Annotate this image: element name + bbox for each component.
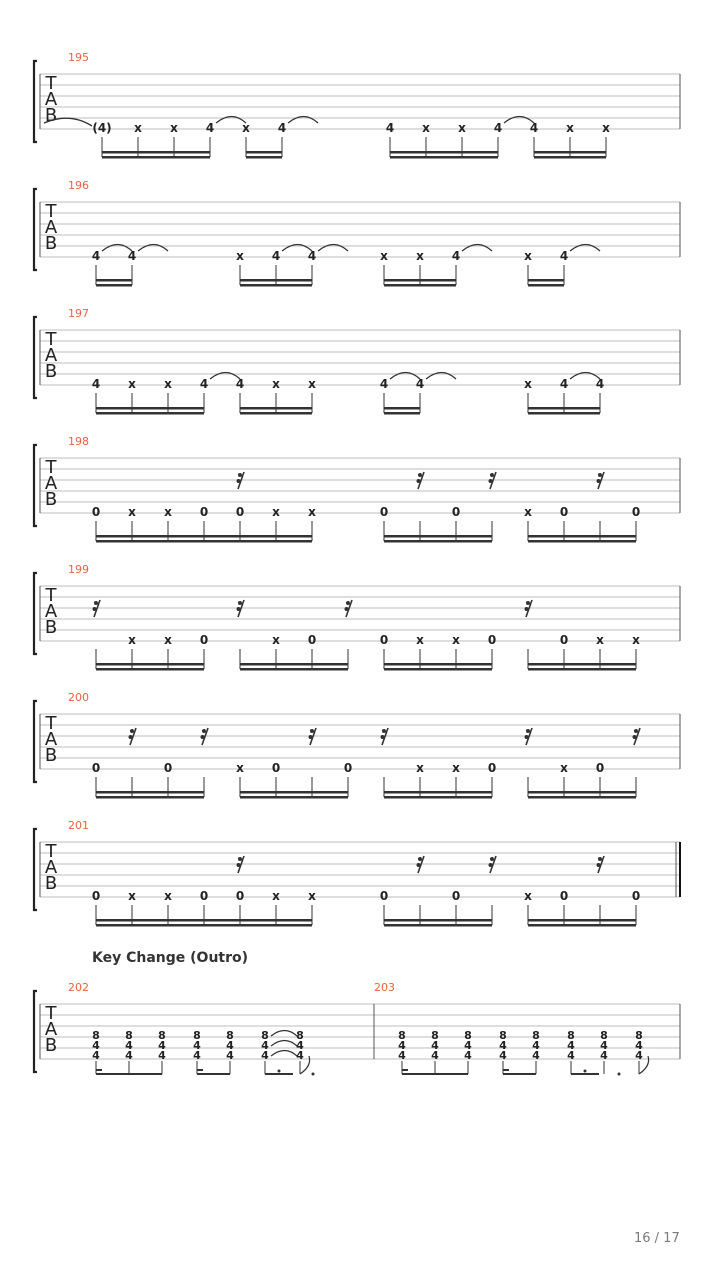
dead-note: x: [128, 889, 136, 903]
chord-fret-number: 4: [158, 1039, 166, 1052]
beam-primary: [96, 407, 204, 410]
tab-clef-letter: A: [44, 729, 58, 750]
dead-note: x: [242, 121, 250, 135]
rest-dot: [489, 863, 493, 867]
fret-number: (4): [92, 121, 112, 135]
beam-secondary: [384, 668, 492, 671]
fret-number: 0: [307, 633, 317, 647]
chord-fret-number: 4: [532, 1049, 540, 1062]
chord-fret-number: 4: [464, 1039, 472, 1052]
chord-fret-number: 8: [532, 1029, 540, 1042]
dead-note: x: [308, 377, 316, 391]
chord-fret-number: 8: [226, 1029, 234, 1042]
fret-number: 4: [127, 249, 137, 263]
beam-primary: [528, 919, 636, 922]
dead-note: x: [416, 249, 424, 263]
measure-number: 201: [68, 819, 89, 832]
fret-number: 0: [379, 889, 389, 903]
tab-clef-letter: B: [44, 1035, 58, 1056]
beam-primary: [390, 151, 498, 154]
fret-number: 0: [199, 889, 209, 903]
rest-dot: [346, 601, 350, 605]
chord-fret-number: 4: [464, 1049, 472, 1062]
fret-number: 0: [487, 761, 497, 775]
chord-fret-number: 4: [158, 1049, 166, 1062]
fret-number: 0: [451, 889, 461, 903]
beam-secondary: [240, 668, 348, 671]
chord-fret-number: 4: [92, 1039, 100, 1052]
dead-note: x: [164, 889, 172, 903]
tab-clef-letter: A: [44, 89, 58, 110]
chord-fret-number: 4: [398, 1039, 406, 1052]
tab-clef-letter: T: [45, 201, 57, 222]
chord-fret-number: 8: [92, 1029, 100, 1042]
chord-fret-number: 8: [193, 1029, 201, 1042]
tab-clef-letter: T: [45, 841, 57, 862]
chord-fret-number: 8: [296, 1029, 304, 1042]
chord-fret-number: 8: [431, 1029, 439, 1042]
system-bracket: [34, 61, 37, 142]
measure-number: 196: [68, 179, 89, 192]
dead-note: x: [164, 633, 172, 647]
chord-tie-arc: [271, 1051, 297, 1057]
fret-number: 0: [595, 761, 605, 775]
rest-dot: [238, 857, 242, 861]
chord-fret-number: 8: [398, 1029, 406, 1042]
beam-primary: [528, 279, 564, 282]
rest-dot: [598, 473, 602, 477]
fret-number: 0: [559, 889, 569, 903]
chord-fret-number: 4: [635, 1039, 643, 1052]
dead-note: x: [308, 505, 316, 519]
dead-note: x: [560, 761, 568, 775]
tab-clef-letter: B: [44, 873, 58, 894]
dead-note: x: [524, 249, 532, 263]
chord-fret-number: 4: [92, 1049, 100, 1062]
dead-note: x: [236, 761, 244, 775]
rest-dot: [94, 601, 98, 605]
chord-fret-number: 4: [125, 1049, 133, 1062]
rest-dot: [417, 863, 421, 867]
fret-number: 0: [91, 761, 101, 775]
beam-secondary: [246, 156, 282, 159]
dead-note: x: [308, 889, 316, 903]
rest-dot: [598, 857, 602, 861]
beam-secondary: [240, 796, 348, 799]
beam-secondary: [96, 284, 132, 287]
rest-dot: [201, 735, 205, 739]
rest-dot: [597, 479, 601, 483]
tab-clef-letter: A: [44, 217, 58, 238]
fret-number: 4: [91, 377, 101, 391]
dead-note: x: [164, 505, 172, 519]
dead-note: x: [596, 633, 604, 647]
fret-number: 0: [199, 633, 209, 647]
fret-number: 4: [199, 377, 209, 391]
rest-dot: [526, 601, 530, 605]
beam-secondary: [384, 924, 492, 927]
dead-note: x: [164, 377, 172, 391]
dead-note: x: [128, 505, 136, 519]
rest-dot: [418, 473, 422, 477]
tie-arc: [288, 117, 318, 124]
rest-dot: [237, 863, 241, 867]
dead-note: x: [566, 121, 574, 135]
beam-secondary: [528, 668, 636, 671]
fret-number: 4: [91, 249, 101, 263]
dead-note: x: [272, 633, 280, 647]
beam-secondary: [384, 796, 492, 799]
beam-secondary: [384, 412, 420, 415]
beam-primary: [240, 663, 348, 666]
chord-fret-number: 4: [567, 1049, 575, 1062]
tab-clef-letter: B: [44, 745, 58, 766]
fret-number: 0: [163, 761, 173, 775]
fret-number: 0: [559, 633, 569, 647]
beam-primary: [528, 791, 636, 794]
fret-number: 4: [595, 377, 605, 391]
tab-clef-letter: T: [45, 1003, 57, 1024]
dead-note: x: [458, 121, 466, 135]
tab-clef-letter: B: [44, 617, 58, 638]
chord-fret-number: 4: [226, 1039, 234, 1052]
tie-arc: [426, 373, 456, 380]
beam-secondary: [528, 796, 636, 799]
chord-fret-number: 8: [125, 1029, 133, 1042]
chord-fret-number: 4: [261, 1049, 269, 1062]
rest-dot: [490, 857, 494, 861]
system-bracket: [34, 829, 37, 910]
rest-dot: [345, 607, 349, 611]
chord-fret-number: 4: [600, 1039, 608, 1052]
system-bracket: [34, 317, 37, 398]
fret-number: 4: [415, 377, 425, 391]
fret-number: 4: [205, 121, 215, 135]
fret-number: 0: [91, 889, 101, 903]
fret-number: 4: [385, 121, 395, 135]
system-bracket: [34, 573, 37, 654]
rest-dot: [310, 729, 314, 733]
beam-primary: [384, 407, 420, 410]
beam-stub: [96, 1069, 102, 1071]
chord-fret-number: 4: [499, 1049, 507, 1062]
measure-number: 203: [374, 981, 395, 994]
rest-dot: [382, 729, 386, 733]
dead-note: x: [128, 377, 136, 391]
dead-note: x: [452, 761, 460, 775]
beam-primary: [246, 151, 282, 154]
beam-secondary: [384, 540, 492, 543]
beam-secondary: [96, 796, 204, 799]
beam-primary: [265, 1073, 293, 1075]
beam-primary: [96, 791, 204, 794]
fret-number: 4: [271, 249, 281, 263]
beam-secondary: [528, 540, 636, 543]
tab-clef-letter: T: [45, 73, 57, 94]
fret-number: 4: [235, 377, 245, 391]
fret-number: 0: [631, 889, 641, 903]
beam-stub: [503, 1069, 509, 1071]
dead-note: x: [422, 121, 430, 135]
fret-number: 0: [451, 505, 461, 519]
chord-fret-number: 4: [398, 1049, 406, 1062]
beam-stub: [402, 1069, 408, 1071]
fret-number: 0: [487, 633, 497, 647]
dead-note: x: [452, 633, 460, 647]
measure-number: 195: [68, 51, 89, 64]
measure-number: 197: [68, 307, 89, 320]
dead-note: x: [524, 505, 532, 519]
dead-note: x: [602, 121, 610, 135]
tab-clef-letter: T: [45, 713, 57, 734]
beam-primary: [96, 1073, 162, 1075]
chord-fret-number: 4: [125, 1039, 133, 1052]
rest-dot: [237, 479, 241, 483]
dead-note: x: [524, 377, 532, 391]
dead-note: x: [380, 249, 388, 263]
chord-tie-arc: [271, 1041, 297, 1047]
beam-primary: [528, 663, 636, 666]
rest-dot: [490, 473, 494, 477]
rest-dot: [381, 735, 385, 739]
measure-number: 199: [68, 563, 89, 576]
chord-fret-number: 8: [158, 1029, 166, 1042]
dead-note: x: [134, 121, 142, 135]
chord-fret-number: 8: [635, 1029, 643, 1042]
fret-number: 4: [559, 249, 569, 263]
duration-dot: [618, 1073, 621, 1076]
measure-number: 202: [68, 981, 89, 994]
rest-dot: [634, 729, 638, 733]
rest-dot: [525, 607, 529, 611]
rest-dot: [417, 479, 421, 483]
fret-number: 0: [379, 633, 389, 647]
rest-dot: [309, 735, 313, 739]
beam-primary: [402, 1073, 468, 1075]
tab-clef-letter: B: [44, 105, 58, 126]
rest-dot: [525, 735, 529, 739]
tie-arc: [138, 245, 168, 252]
chord-fret-number: 4: [226, 1049, 234, 1062]
beam-stub: [197, 1069, 203, 1071]
rest-dot: [93, 607, 97, 611]
fret-number: 0: [379, 505, 389, 519]
beam-primary: [384, 535, 492, 538]
dead-note: x: [524, 889, 532, 903]
beam-secondary: [96, 668, 204, 671]
measure-number: 198: [68, 435, 89, 448]
rest-dot: [597, 863, 601, 867]
beam-primary: [102, 151, 210, 154]
duration-dot: [584, 1070, 587, 1073]
chord-fret-number: 8: [600, 1029, 608, 1042]
tab-clef-letter: B: [44, 233, 58, 254]
fret-number: 0: [271, 761, 281, 775]
chord-fret-number: 8: [464, 1029, 472, 1042]
beam-secondary: [528, 284, 564, 287]
beam-primary: [96, 279, 132, 282]
beam-primary: [240, 791, 348, 794]
chord-fret-number: 4: [600, 1049, 608, 1062]
dead-note: x: [416, 633, 424, 647]
tab-clef-letter: T: [45, 585, 57, 606]
rest-dot: [238, 601, 242, 605]
chord-fret-number: 4: [431, 1039, 439, 1052]
fret-number: 0: [559, 505, 569, 519]
rest-dot: [129, 735, 133, 739]
beam-primary: [528, 535, 636, 538]
fret-number: 4: [307, 249, 317, 263]
chord-fret-number: 4: [261, 1039, 269, 1052]
fret-number: 4: [277, 121, 287, 135]
tab-clef-letter: A: [44, 1019, 58, 1040]
system-bracket: [34, 189, 37, 270]
tie-arc: [570, 245, 600, 252]
chord-fret-number: 4: [635, 1049, 643, 1062]
beam-primary: [384, 919, 492, 922]
chord-tie-arc: [271, 1031, 297, 1037]
fret-number: 0: [235, 505, 245, 519]
rest-dot: [130, 729, 134, 733]
system-bracket: [34, 445, 37, 526]
chord-fret-number: 4: [296, 1049, 304, 1062]
tab-clef-letter: T: [45, 457, 57, 478]
dead-note: x: [416, 761, 424, 775]
tab-clef-letter: T: [45, 329, 57, 350]
chord-fret-number: 4: [431, 1049, 439, 1062]
dead-note: x: [170, 121, 178, 135]
fret-number: 0: [343, 761, 353, 775]
tab-clef-letter: A: [44, 473, 58, 494]
fret-number: 4: [529, 121, 539, 135]
fret-number: 0: [199, 505, 209, 519]
dead-note: x: [272, 377, 280, 391]
chord-fret-number: 4: [193, 1049, 201, 1062]
page-number: 16 / 17: [634, 1231, 680, 1246]
beam-secondary: [102, 156, 210, 159]
chord-fret-number: 8: [567, 1029, 575, 1042]
rest-dot: [526, 729, 530, 733]
fret-number: 4: [451, 249, 461, 263]
chord-fret-number: 4: [296, 1039, 304, 1052]
measure-number: 200: [68, 691, 89, 704]
fret-number: 4: [559, 377, 569, 391]
tab-clef-letter: B: [44, 361, 58, 382]
dead-note: x: [128, 633, 136, 647]
beam-primary: [96, 663, 204, 666]
rest-dot: [202, 729, 206, 733]
fret-number: 0: [235, 889, 245, 903]
beam-primary: [384, 791, 492, 794]
system-bracket: [34, 701, 37, 782]
fret-number: 0: [631, 505, 641, 519]
beam-secondary: [390, 156, 498, 159]
dead-note: x: [236, 249, 244, 263]
duration-dot: [312, 1073, 315, 1076]
beam-primary: [503, 1073, 536, 1075]
chord-fret-number: 4: [532, 1039, 540, 1052]
chord-fret-number: 4: [567, 1039, 575, 1052]
dead-note: x: [272, 889, 280, 903]
system-bracket: [34, 991, 37, 1072]
chord-fret-number: 4: [193, 1039, 201, 1052]
chord-fret-number: 8: [261, 1029, 269, 1042]
beam-primary: [571, 1073, 599, 1075]
beam-secondary: [528, 924, 636, 927]
rest-dot: [633, 735, 637, 739]
beam-primary: [197, 1073, 230, 1075]
chord-fret-number: 8: [499, 1029, 507, 1042]
rest-dot: [418, 857, 422, 861]
fret-number: 0: [91, 505, 101, 519]
tab-clef-letter: A: [44, 345, 58, 366]
rest-dot: [238, 473, 242, 477]
beam-primary: [384, 663, 492, 666]
tab-clef-letter: A: [44, 857, 58, 878]
tab-clef-letter: A: [44, 601, 58, 622]
rest-dot: [237, 607, 241, 611]
beam-secondary: [96, 412, 204, 415]
section-label: Key Change (Outro): [92, 950, 249, 966]
tie-arc: [462, 245, 492, 252]
chord-fret-number: 4: [499, 1039, 507, 1052]
duration-dot: [278, 1070, 281, 1073]
rest-dot: [489, 479, 493, 483]
dead-note: x: [632, 633, 640, 647]
tie-arc: [318, 245, 348, 252]
dead-note: x: [272, 505, 280, 519]
fret-number: 4: [379, 377, 389, 391]
tab-clef-letter: B: [44, 489, 58, 510]
fret-number: 4: [493, 121, 503, 135]
